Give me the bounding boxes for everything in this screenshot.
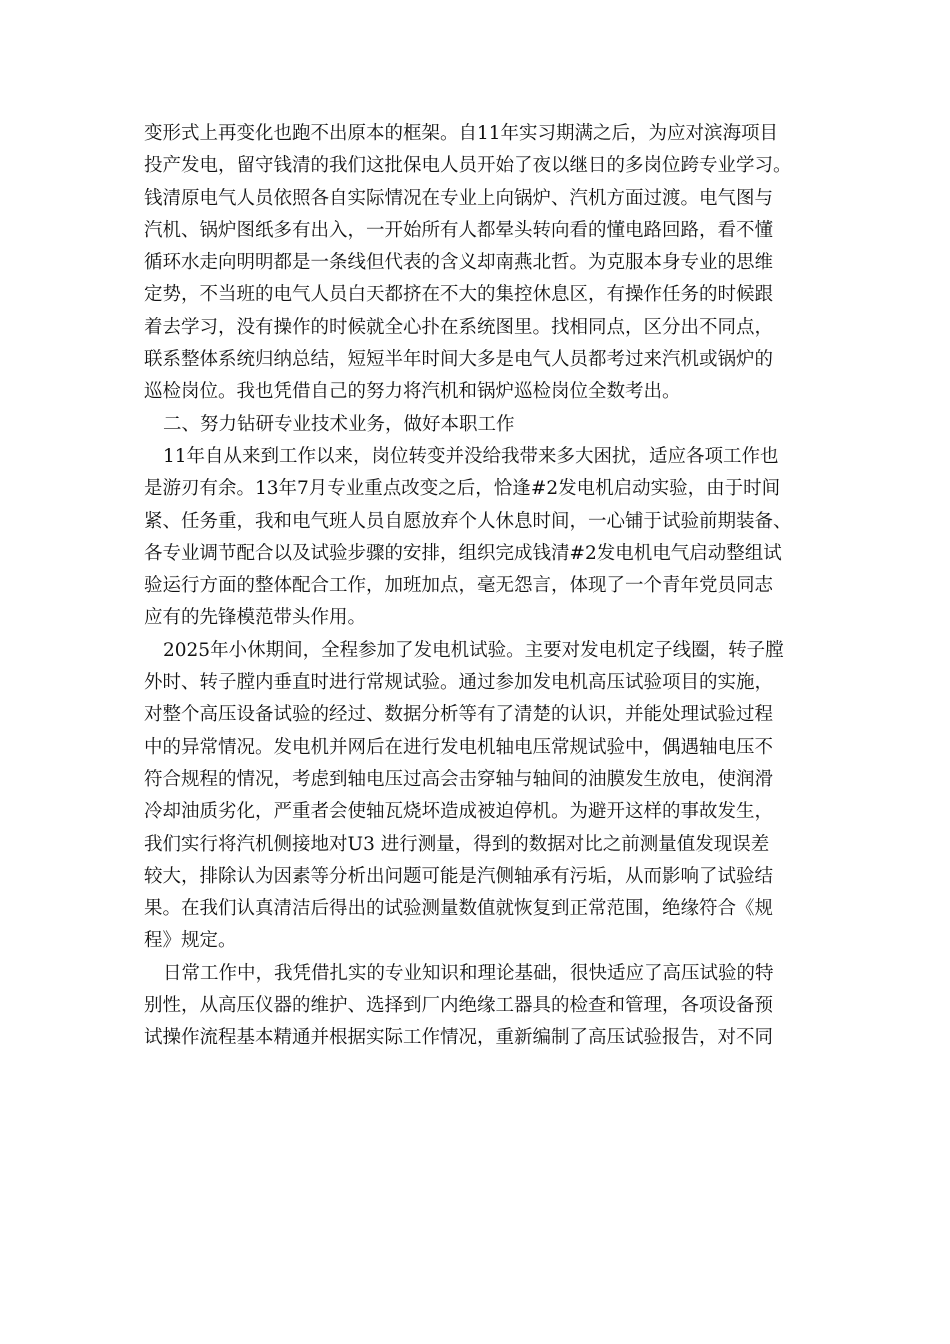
text-line: 各专业调节配合以及试验步骤的安排，组织完成钱清#2发电机电气启动整组试 bbox=[144, 542, 782, 564]
text-line: 应有的先锋模范带头作用。 bbox=[144, 607, 367, 629]
text-line: 较大，排除认为因素等分析出问题可能是汽侧轴承有污垢，从而影响了试验结 bbox=[144, 865, 774, 887]
text-line: 变形式上再变化也跑不出原本的框架。自11年实习期满之后，为应对滨海项目 bbox=[144, 123, 779, 144]
text-line: 投产发电，留守钱清的我们这批保电人员开始了夜以继日的多岗位跨专业学习。 bbox=[144, 155, 792, 177]
text-line: 对整个高压设备试验的经过、数据分析等有了清楚的认识，并能处理试验过程 bbox=[144, 704, 774, 726]
text-line: 钱清原电气人员依照各自实际情况在专业上向锅炉、汽机方面过渡。电气图与 bbox=[144, 187, 774, 209]
text-line: 2025年小休期间，全程参加了发电机试验。主要对发电机定子线圈，转子膛 bbox=[163, 639, 784, 661]
text-line: 汽机、锅炉图纸多有出入，一开始所有人都晕头转向看的懂电路回路，看不懂 bbox=[144, 219, 774, 241]
text-line: 二、努力钻研专业技术业务，做好本职工作 bbox=[163, 413, 515, 435]
text-line: 验运行方面的整体配合工作，加班加点，毫无怨言，体现了一个青年党员同志 bbox=[144, 575, 774, 597]
text-line: 符合规程的情况，考虑到轴电压过高会击穿轴与轴间的油膜发生放电，使润滑 bbox=[144, 768, 774, 790]
text-line: 中的异常情况。发电机并网后在进行发电机轴电压常规试验中，偶遇轴电压不 bbox=[144, 736, 774, 758]
document-body bbox=[144, 118, 804, 1055]
text-line: 外时、转子膛内垂直时进行常规试验。通过参加发电机高压试验项目的实施， bbox=[144, 672, 774, 694]
text-line: 是游刃有余。13年7月专业重点改变之后，恰逢#2发电机启动实验，由于时间 bbox=[144, 478, 781, 500]
text-line: 循环水走向明明都是一条线但代表的含义却南燕北哲。为克服本身专业的思维 bbox=[144, 252, 774, 274]
text-line: 日常工作中，我凭借扎实的专业知识和理论基础，很快适应了高压试验的特 bbox=[163, 962, 774, 984]
text-line: 我们实行将汽机侧接地对U3 进行测量，得到的数据对比之前测量值发现误差 bbox=[144, 833, 770, 855]
text-line: 别性，从高压仪器的维护、选择到厂内绝缘工器具的检查和管理，各项设备预 bbox=[144, 995, 774, 1017]
text-line: 巡检岗位。我也凭借自己的努力将汽机和锅炉巡检岗位全数考出。 bbox=[144, 381, 681, 403]
text-line: 紧、任务重，我和电气班人员自愿放弃个人休息时间，一心铺于试验前期装备、 bbox=[144, 510, 792, 532]
text-line: 着去学习，没有操作的时候就全心扑在系统图里。找相同点，区分出不同点， bbox=[144, 316, 774, 338]
text-line: 果。在我们认真清洁后得出的试验测量数值就恢复到正常范围，绝缘符合《规 bbox=[144, 898, 774, 920]
text-line: 定势，不当班的电气人员白天都挤在不大的集控休息区，有操作任务的时候跟 bbox=[144, 284, 774, 306]
text-line: 冷却油质劣化，严重者会使轴瓦烧坏造成被迫停机。为避开这样的事故发生， bbox=[144, 801, 774, 823]
text-line: 程》规定。 bbox=[144, 930, 237, 952]
text-line: 11年自从来到工作以来，岗位转变并没给我带来多大困扰，适应各项工作也 bbox=[163, 445, 779, 467]
text-line: 试操作流程基本精通并根据实际工作情况，重新编制了高压试验报告，对不同 bbox=[144, 1027, 774, 1049]
text-line: 联系整体系统归纳总结，短短半年时间大多是电气人员都考过来汽机或锅炉的 bbox=[144, 349, 774, 371]
